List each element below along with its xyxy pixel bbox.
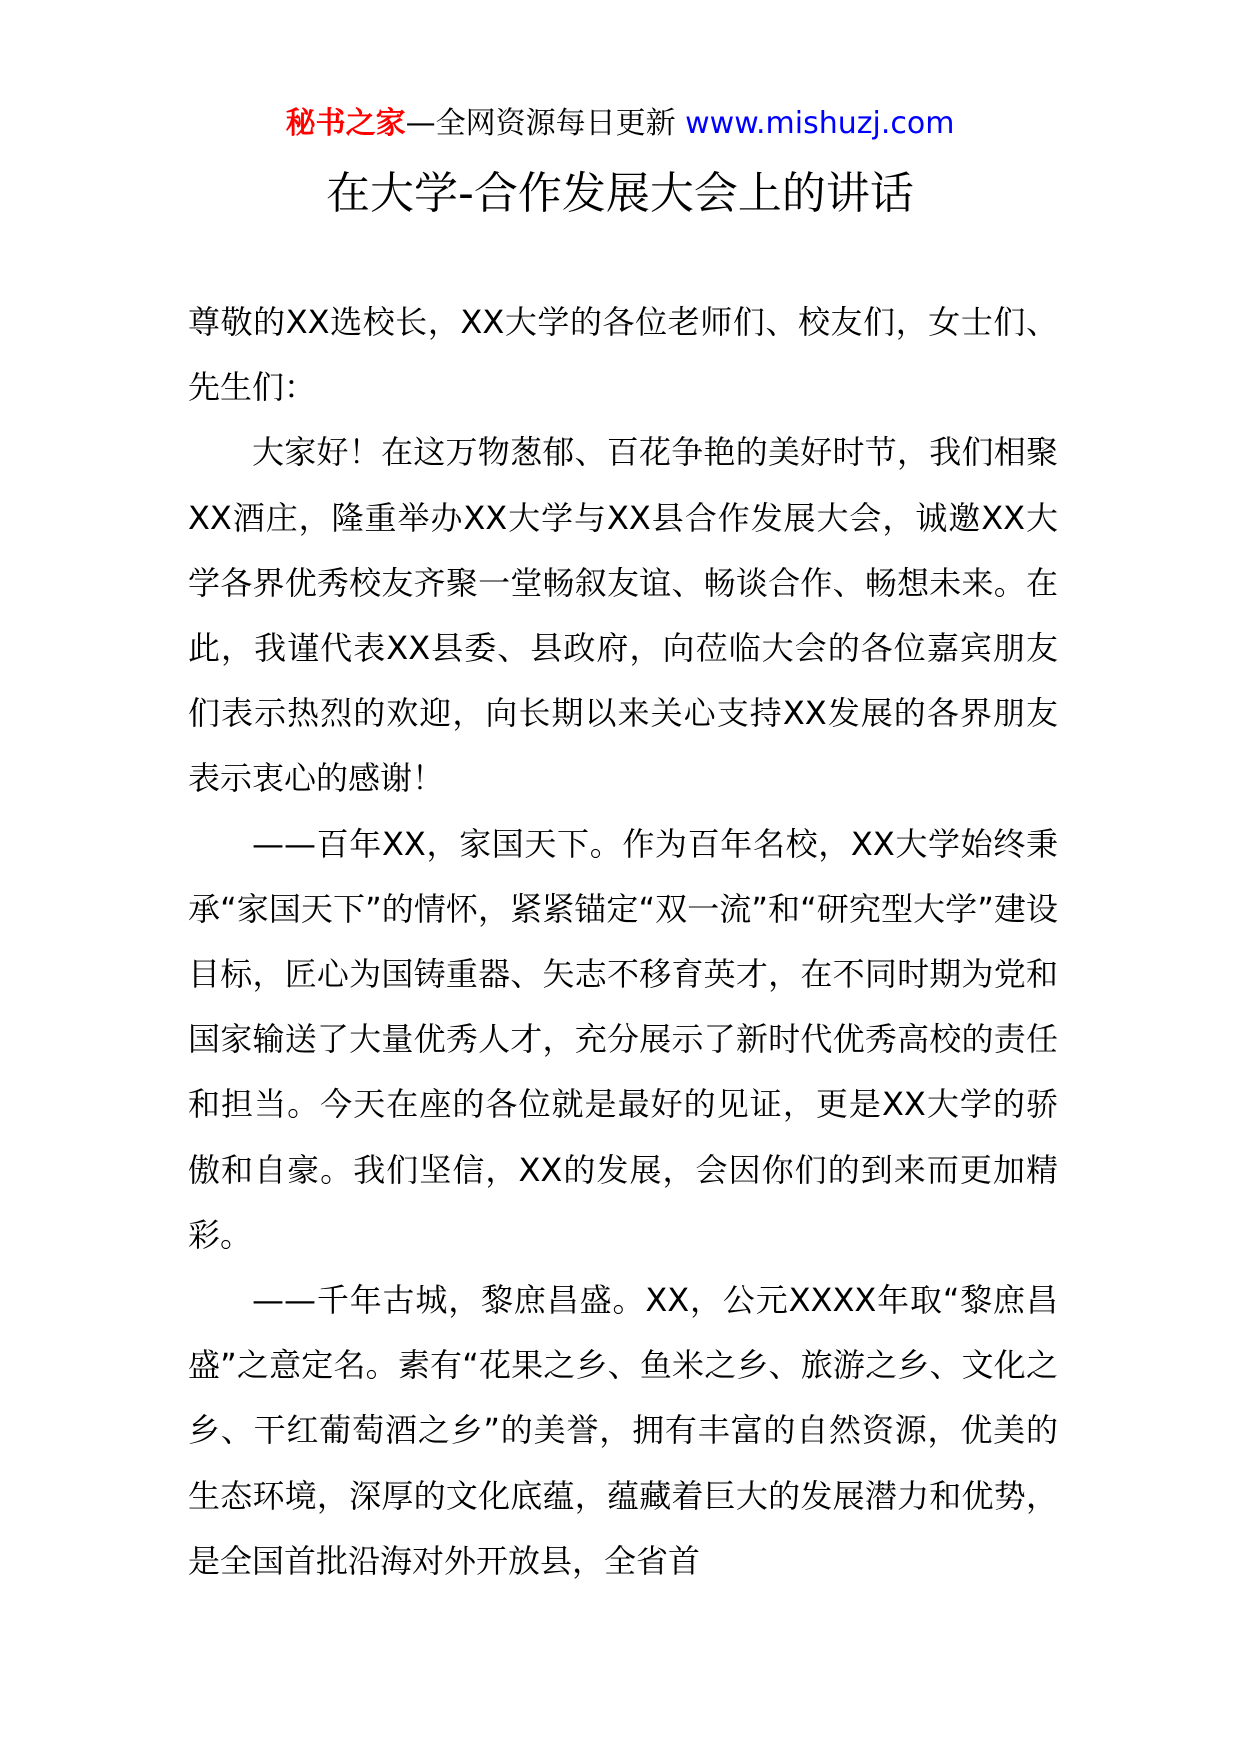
site-header (0, 104, 1240, 144)
greeting-paragraph: 大家好！在这万物葱郁、百花争艳的美好时节，我们相聚XX酒庄，隆重举办XX大学与XX县合作发展大会，诚邀XX大学各界优秀校友齐聚一堂畅叙友谊、畅谈合作、畅想未来。在此，我谨代表XX县委、县政府，向莅临大会的各位嘉宾朋友们表示热烈的欢迎，向长期以来关心支持XX发展的各界朋友表示衷心的感谢！ (188, 433, 1058, 798)
site-tagline: —全网资源每日更新 (405, 106, 686, 141)
document-title: 在大学-合作发展大会上的讲话 (326, 168, 914, 219)
county-paragraph: ——千年古城，黎庶昌盛。XX，公元XXXX年取“黎庶昌盛”之意定名。素有“花果之乡、鱼米之乡、旅游之乡、文化之乡、干红葡萄酒之乡”的美誉，拥有丰富的自然资源，优美的生态环境，深厚的文化底蕴，蕴藏着巨大的发展潜力和优势，是全国首批沿海对外开放县，全省首 (188, 1281, 1058, 1580)
salutation-paragraph: 尊敬的XX选校长，XX大学的各位老师们、校友们，女士们、先生们： (188, 303, 1058, 407)
university-paragraph: ——百年XX，家国天下。作为百年名校，XX大学始终秉承“家国天下”的情怀，紧紧锚定“双一流”和“研究型大学”建设目标，匠心为国铸重器、矢志不移育英才，在不同时期为党和国家输送了大量优秀人才，充分展示了新时代优秀高校的责任和担当。今天在座的各位就是最好的见证，更是XX大学的骄傲和自豪。我们坚信，XX的发展，会因你们的到来而更加精彩。 (188, 824, 1058, 1254)
document-body (188, 290, 1058, 1594)
site-url-link[interactable]: www.mishuzj.com (685, 106, 955, 141)
site-brand: 秘书之家 (285, 106, 406, 141)
